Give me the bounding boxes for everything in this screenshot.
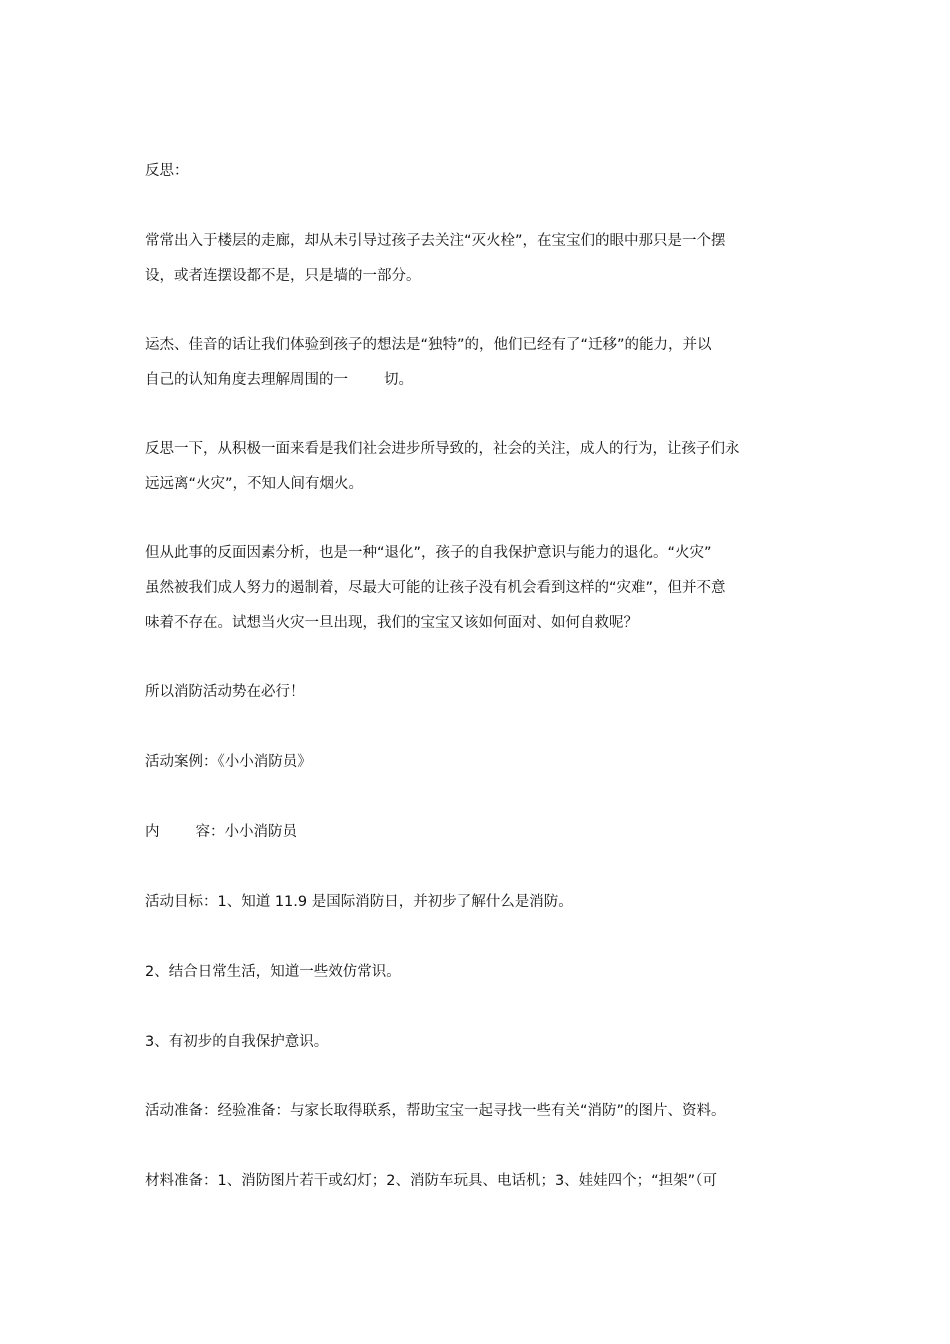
paragraph-conclusion (145, 675, 805, 710)
paragraph-regression-line-2: 虽然被我们成人努力的遏制着，尽最大可能的让孩子没有机会看到这样的“灾难”，但并不意 (145, 580, 726, 596)
paragraph-corridor-line-2: 设，或者连摆设都不是，只是墙的一部分。 (145, 268, 421, 284)
activity-preparation-text: 活动准备：经验准备：与家长取得联系，帮助宝宝一起寻找一些有关“消防”的图片、资料。 (145, 1103, 726, 1119)
activity-goal-2 (145, 955, 805, 990)
activity-goal-3-text: 3、有初步的自我保护意识。 (145, 1034, 329, 1050)
activity-content-label-part-a: 内 (145, 824, 160, 840)
paragraph-regression-line-1: 但从此事的反面因素分析，也是一种“退化”，孩子的自我保护意识与能力的退化。“火灾” (145, 545, 712, 561)
paragraph-children-thinking-line-1: 运杰、佳音的话让我们体验到孩子的想法是“独特”的，他们已经有了“迁移”的能力，并以 (145, 337, 712, 353)
paragraph-children-thinking-line-2 (145, 363, 805, 398)
material-preparation (145, 1164, 805, 1199)
activity-content (145, 815, 805, 850)
paragraph-regression-line-3: 味着不存在。试想当火灾一旦出现，我们的宝宝又该如何面对、如何自救呢？ (145, 615, 638, 631)
activity-goal-1 (145, 885, 805, 920)
activity-goal-3 (145, 1025, 805, 1060)
paragraph-corridor-line-1: 常常出入于楼层的走廊，却从未引导过孩子去关注“灭火栓”，在宝宝们的眼中那只是一个摆 (145, 233, 726, 249)
activity-case-title (145, 745, 805, 780)
material-preparation-text: 材料准备：1、消防图片若干或幻灯；2、消防车玩具、电话机；3、娃娃四个；“担架”（可 (145, 1173, 717, 1189)
reflection-heading-text: 反思： (145, 163, 189, 179)
paragraph-social-progress (145, 432, 805, 502)
paragraph-children-thinking-line-2-part-b: 切。 (384, 372, 413, 388)
paragraph-corridor (145, 224, 805, 294)
activity-goal-1-text: 活动目标：1、知道 11.9 是国际消防日，并初步了解什么是消防。 (145, 894, 573, 910)
activity-preparation (145, 1094, 805, 1129)
activity-goal-2-text: 2、结合日常生活，知道一些效仿常识。 (145, 964, 401, 980)
paragraph-conclusion-text: 所以消防活动势在必行！ (145, 684, 305, 700)
paragraph-social-progress-line-2: 远远离“火灾”，不知人间有烟火。 (145, 476, 364, 492)
activity-case-title-text: 活动案例：《小小消防员》 (145, 754, 312, 770)
paragraph-social-progress-line-1: 反思一下，从积极一面来看是我们社会进步所导致的，社会的关注，成人的行为，让孩子们永 (145, 441, 740, 457)
activity-content-line (145, 815, 805, 850)
paragraph-children-thinking (145, 328, 805, 398)
paragraph-regression (145, 536, 805, 641)
paragraph-children-thinking-line-2-part-a: 自己的认知角度去理解周围的一 (145, 372, 348, 388)
reflection-heading (145, 154, 805, 189)
activity-content-label-part-b: 容：小小消防员 (195, 824, 297, 840)
